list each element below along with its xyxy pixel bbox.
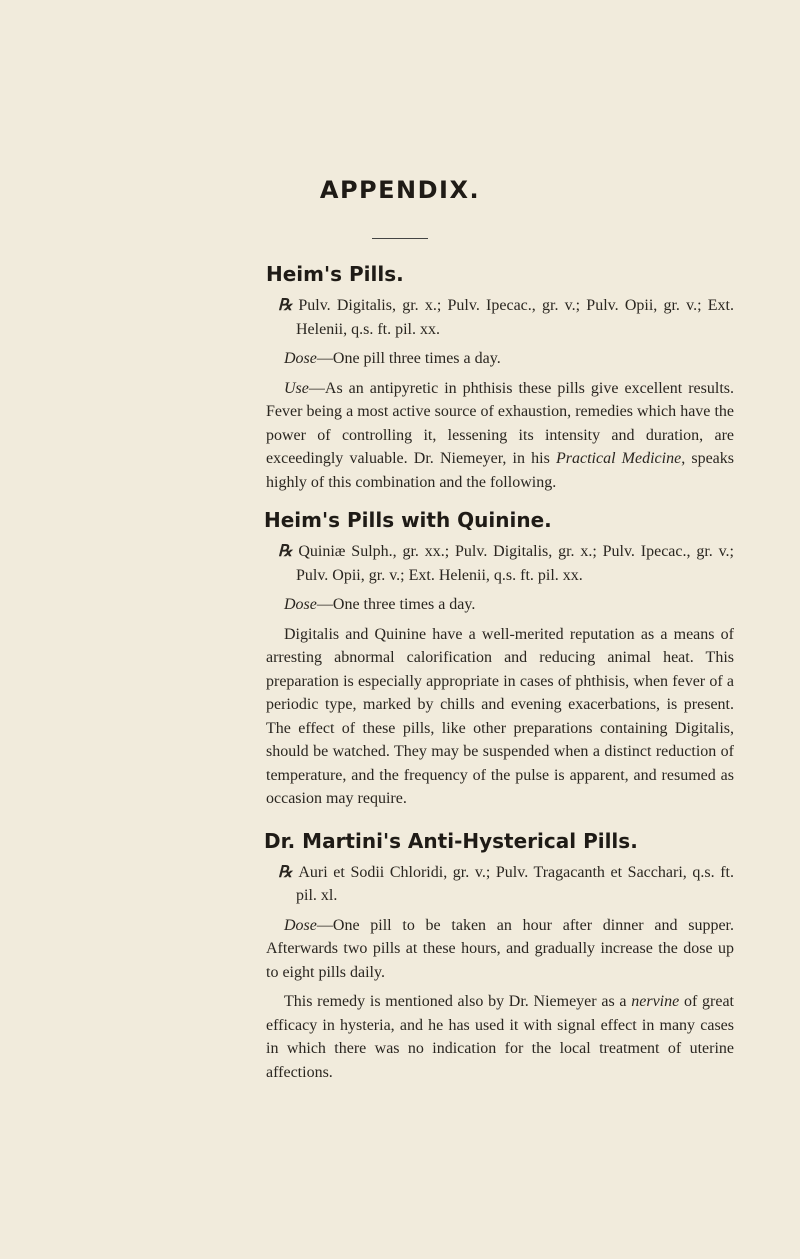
page-title: APPENDIX.	[319, 176, 481, 204]
dose-martini-pills	[266, 914, 734, 985]
recipe-symbol-icon: ℞	[278, 297, 293, 314]
prescription-text: Quiniæ Sulph., gr. xx.; Pulv. Digitalis, gr. x.; Pulv. Ipecac., gr. v.; Pulv. Opii, gr. v.; Ext. Helenii, q.s. ft. pil. xx.	[296, 543, 734, 584]
book-title-reference: Practical Medicine	[555, 450, 682, 467]
dose-text: —One three times a day.	[316, 596, 476, 613]
body-text-end: of great efficacy in hysteria, and he has used it with signal effect in many cases in which there was no indication for the local treatment of uterine affections.	[266, 993, 734, 1081]
use-label: Use	[284, 379, 309, 397]
title-divider	[372, 238, 428, 239]
prescription-text: Auri et Sodii Chloridi, gr. v.; Pulv. Tragacanth et Sacchari, q.s. ft. pil. xl.	[296, 863, 734, 904]
recipe-symbol-icon: ℞	[278, 543, 293, 560]
use-text: —As an antipyretic in phthisis these pills give excellent results. Fever being a most active source of exhaustion, remedies which have the power of controlling it, lessening its intensity and duration, are exceedingly valuable. Dr. Niemeyer, in his	[266, 379, 734, 467]
use-text-end: , speaks highly of this combination and the following.	[266, 450, 735, 491]
prescription-martini-pills	[266, 861, 734, 908]
body-text: This remedy is mentioned also by Dr. Niemeyer as a	[284, 993, 632, 1010]
body-martini-pills	[266, 990, 734, 1084]
prescription-text: Pulv. Digitalis, gr. x.; Pulv. Ipecac., gr. v.; Pulv. Opii, gr. v.; Ext. Helenii, q.s. ft. pil. xx.	[296, 297, 734, 338]
section-heading-heims-pills: Heim's Pills.	[266, 262, 404, 286]
prescription-heims-pills	[266, 294, 734, 341]
dose-label: Dose	[284, 916, 317, 934]
dose-label: Dose	[284, 350, 317, 367]
section-heading-martini-pills: Dr. Martini's Anti-Hysterical Pills.	[264, 828, 638, 853]
prescription-heims-pills-quinine	[266, 540, 734, 587]
emphasis-nervine: nervine	[631, 993, 680, 1010]
dose-heims-pills	[266, 347, 734, 371]
section-heading-heims-pills-quinine: Heim's Pills with Quinine.	[264, 508, 552, 532]
body-heims-pills-quinine: Digitalis and Quinine have a well-merited reputation as a means of arresting abnormal calorification and reducing animal heat. This preparation is especially appropriate in cases of phthisis, when fever of a periodic type, marked by chills and evening exacerbations, is present. The effect of these pills, like other preparations containing Digitalis, should be watched. They may be suspended when a distinct reduction of temperature, and the frequency of the pulse is apparent, and resumed as occasion may require.	[266, 625, 734, 807]
page-body	[266, 252, 734, 1090]
dose-heims-pills-quinine	[266, 593, 734, 617]
recipe-symbol-icon: ℞	[278, 863, 293, 881]
dose-text: —One pill three times a day.	[316, 350, 501, 367]
use-heims-pills	[266, 377, 734, 495]
dose-text: —One pill to be taken an hour after dinner and supper. Afterwards two pills at these hours, and gradually increase the dose up to eight pills daily.	[266, 916, 734, 981]
dose-label: Dose	[284, 596, 317, 613]
